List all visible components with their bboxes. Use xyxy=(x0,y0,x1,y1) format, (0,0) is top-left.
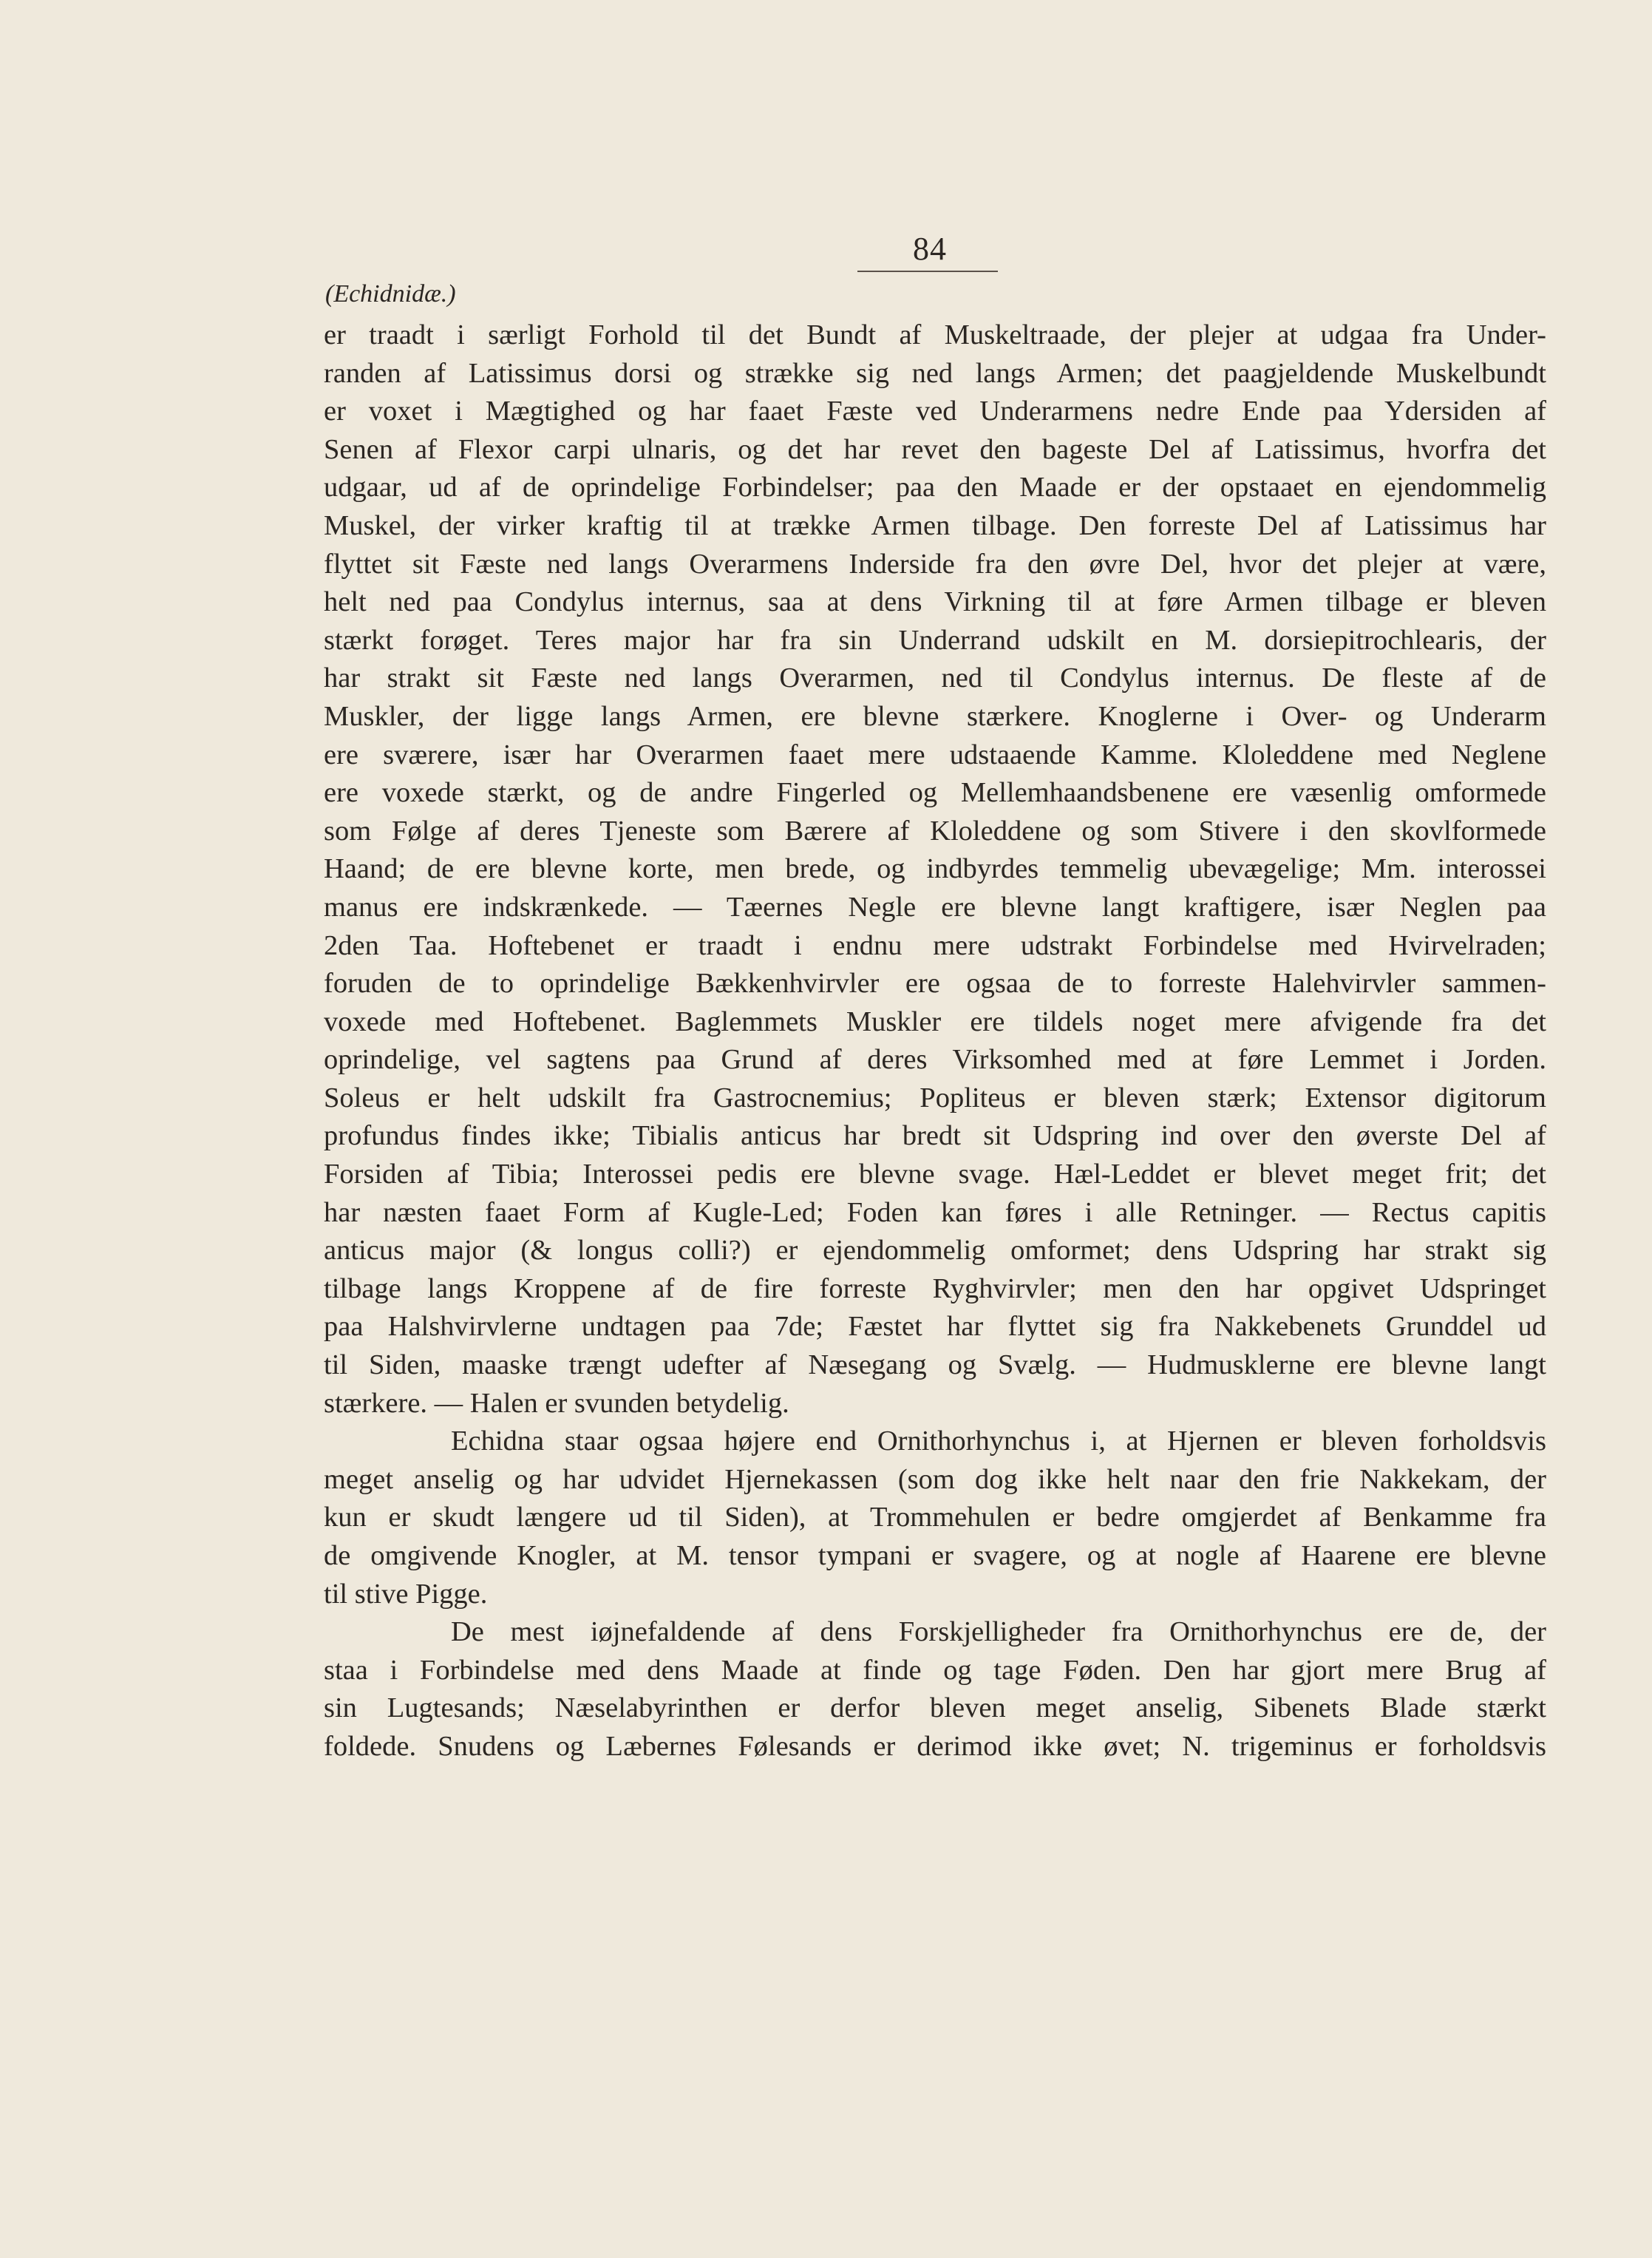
text-line: foruden de to oprindelige Bækkenhvirvler ere ogsaa de to forreste Halehvirvler sammen- xyxy=(324,968,1546,1000)
body-text xyxy=(324,316,1546,1766)
text-line: voxede med Hoftebenet. Baglemmets Muskler ere tildels noget mere afvigende fra det xyxy=(324,1006,1546,1037)
text-line: stærkere. — Halen er svunden betydelig. xyxy=(324,1387,789,1419)
text-line: oprindelige, vel sagtens paa Grund af deres Virksomhed med at føre Lemmet i Jorden. xyxy=(324,1044,1546,1076)
text-line: flyttet sit Fæste ned langs Overarmens Inderside fra den øvre Del, hvor det plejer at være, xyxy=(324,548,1546,580)
text-line: Senen af Flexor carpi ulnaris, og det har revet den bageste Del af Latissimus, hvorfra det xyxy=(324,433,1546,465)
text-line: kun er skudt længere ud til Siden), at Trommehulen er bedre omgjerdet af Benkamme fra xyxy=(324,1502,1546,1533)
text-line: De mest iøjnefaldende af dens Forskjelligheder fra Ornithorhynchus ere de, der xyxy=(451,1616,1546,1648)
text-line: har næsten faaet Form af Kugle-Led; Foden kan føres i alle Retninger. — Rectus capitis xyxy=(324,1196,1546,1228)
text-line: anticus major (& longus colli?) er ejendommelig omformet; dens Udspring har strakt sig xyxy=(324,1235,1546,1267)
text-line: til stive Pigge. xyxy=(324,1578,488,1610)
text-line: Muskler, der ligge langs Armen, ere blevne stærkere. Knoglerne i Over- og Underarm xyxy=(324,700,1546,732)
text-line: Muskel, der virker kraftig til at trække Armen tilbage. Den forreste Del af Latissimus har xyxy=(324,509,1546,541)
text-line: Echidna staar ogsaa højere end Ornithorhynchus i, at Hjernen er bleven forholdsvis xyxy=(451,1425,1546,1457)
text-line: de omgivende Knogler, at M. tensor tympani er svagere, og at nogle af Haarene ere blevne xyxy=(324,1540,1546,1571)
text-line: randen af Latissimus dorsi og strække sig ned langs Armen; det paagjeldende Muskelbundt xyxy=(324,357,1546,389)
text-line: sin Lugtesands; Næselabyrinthen er derfor bleven meget anselig, Sibenets Blade stærkt xyxy=(324,1692,1546,1724)
text-line: er traadt i særligt Forhold til det Bundt af Muskeltraade, der plejer at udgaa fra Under- xyxy=(324,319,1546,350)
running-head: (Echidnidæ.) xyxy=(325,280,456,308)
text-line: ere sværere, især har Overarmen faaet mere udstaaende Kamme. Kloleddene med Neglene xyxy=(324,739,1546,770)
text-line: udgaar, ud af de oprindelige Forbindelser; paa den Maade er der opstaaet en ejendommelig xyxy=(324,472,1546,504)
text-line: helt ned paa Condylus internus, saa at dens Virkning til at føre Armen tilbage er bleven xyxy=(324,586,1546,618)
text-line: staa i Forbindelse med dens Maade at finde og tage Føden. Den har gjort mere Brug af xyxy=(324,1654,1546,1686)
text-line: stærkt forøget. Teres major har fra sin Underrand udskilt en M. dorsiepitrochlearis, der xyxy=(324,624,1546,656)
text-line: Forsiden af Tibia; Interossei pedis ere blevne svage. Hæl-Leddet er blevet meget frit; det xyxy=(324,1159,1546,1190)
text-line: har strakt sit Fæste ned langs Overarmen, ned til Condylus internus. De fleste af de xyxy=(324,662,1546,694)
text-line: er voxet i Mægtighed og har faaet Fæste ved Underarmens nedre Ende paa Ydersiden af xyxy=(324,396,1546,427)
header-rule xyxy=(857,271,998,272)
text-line: meget anselig og har udvidet Hjernekassen (som dog ikke helt naar den frie Nakkekam, der xyxy=(324,1463,1546,1495)
text-line: tilbage langs Kroppene af de fire forreste Ryghvirvler; men den har opgivet Udspringet xyxy=(324,1272,1546,1304)
text-line: ere voxede stærkt, og de andre Fingerled og Mellemhaandsbenene ere væsenlig omformede xyxy=(324,777,1546,809)
text-line: Haand; de ere blevne korte, men brede, og indbyrdes temmelig ubevægelige; Mm. interossei xyxy=(324,853,1546,885)
text-line: som Følge af deres Tjeneste som Bærere af Kloleddene og som Stivere i den skovlformede xyxy=(324,815,1546,847)
text-line: foldede. Snudens og Læbernes Følesands er derimod ikke øvet; N. trigeminus er forholdsvis xyxy=(324,1730,1546,1762)
text-line: til Siden, maaske trængt udefter af Næsegang og Svælg. — Hudmusklerne ere blevne langt xyxy=(324,1349,1546,1381)
text-line: paa Halshvirvlerne undtagen paa 7de; Fæstet har flyttet sig fra Nakkebenets Grunddel ud xyxy=(324,1311,1546,1343)
text-line: profundus findes ikke; Tibialis anticus har bredt sit Udspring ind over den øverste Del af xyxy=(324,1120,1546,1152)
text-line: Soleus er helt udskilt fra Gastrocnemius; Popliteus er bleven stærk; Extensor digitorum xyxy=(324,1082,1546,1113)
text-line: manus ere indskrænkede. — Tæernes Negle ere blevne langt kraftigere, især Neglen paa xyxy=(324,891,1546,923)
page-number: 84 xyxy=(913,231,947,267)
text-line: 2den Taa. Hoftebenet er traadt i endnu mere udstrakt Forbindelse med Hvirvelraden; xyxy=(324,929,1546,961)
